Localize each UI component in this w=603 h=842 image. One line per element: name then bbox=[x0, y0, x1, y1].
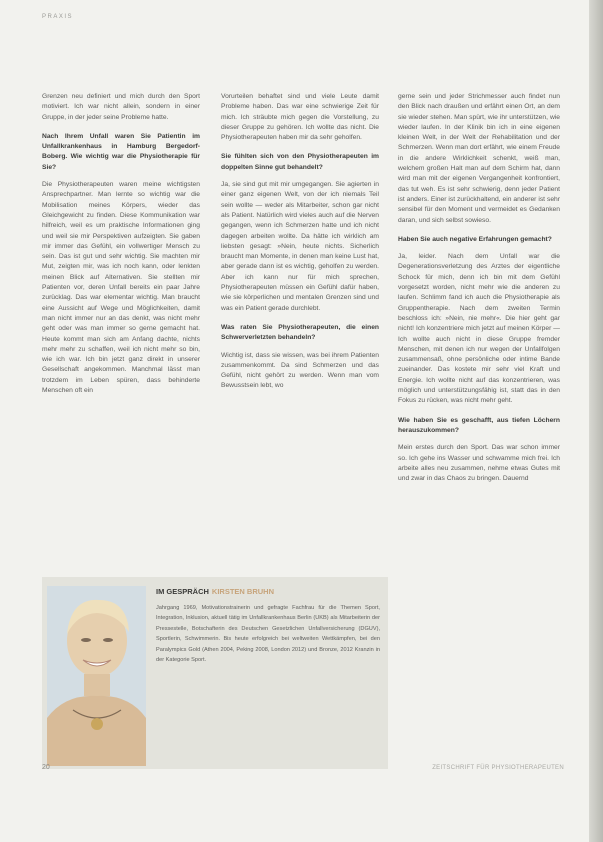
portrait-illustration bbox=[47, 586, 146, 766]
portrait-photo bbox=[47, 586, 146, 766]
page-spine-shadow bbox=[589, 0, 603, 842]
box-label: IM GESPRÄCH bbox=[156, 587, 209, 596]
answer-paragraph: Mein erstes durch den Sport. Das war schon immer so. Ich gehe ins Wasser und schwamme mich frei. Ich arbeite alles neu zusammen, nehme etwas Gutes mit und zwar in das Chaos zu bringen. Dauernd bbox=[398, 444, 560, 483]
interview-question: Haben Sie auch negative Erfahrungen gemacht? bbox=[398, 235, 552, 243]
text-column-1 bbox=[42, 92, 200, 403]
text-column-3 bbox=[398, 92, 560, 491]
interview-question: Nach Ihrem Unfall waren Sie Patientin im Unfallkrankenhaus in Hamburg Bergedorf-Boberg. Wie wichtig war die Physiotherapie für Sie? bbox=[42, 132, 200, 171]
page-number: 20 bbox=[42, 764, 50, 771]
interview-question: Wie haben Sie es geschafft, aus tiefen Löchern herauszukommen? bbox=[398, 416, 560, 434]
interview-question: Sie fühlten sich von den Physiotherapeuten im doppelten Sinne gut behandelt? bbox=[221, 153, 379, 171]
running-head: PRAXIS bbox=[42, 14, 74, 20]
answer-paragraph: Vorurteilen behaftet sind und viele Leute damit Probleme haben. Das war eine schwierige Zeit für mich. Ich sträubte mich gegen die Vorstellung, zu dieser Gruppe zu gehören. Ich wollte das nicht. Die Physiotherapeuten haben mir da sehr geholfen. bbox=[221, 93, 379, 142]
answer-paragraph: gerne sein und jeder Strichmesser auch findet nun den Blick nach draußen und erfährt einen Ort, an dem sie wieder stehen. Man spürt, wie ihr unterstützen, wie wieder laufen. In der Klinik bin ich in eine eigenen kleinen Welt, in der Welt der Rehabilitation und der Schmerzen. Wenn man dort erfährt, wie einem Freude in die andere Wirklichkeit schenkt, weiß man, welchem großen Halt man auf dem Schirm hat, dann wird man mit der eigenen Vergangenheit konfrontiert, das tut weh. Es ist sehr schwierig, denn jeder Patient ist anders. Einer ist zurückhaltend, ein anderer ist sehr sensibel für den Moment und vermeidet es Gedanken daran, und sich selbst sowieso. bbox=[398, 93, 560, 224]
interviewee-name: KIRSTEN BRUHN bbox=[211, 587, 275, 596]
interview-info-box bbox=[42, 577, 388, 769]
answer-paragraph: Ja, sie sind gut mit mir umgegangen. Sie agierten in einer ganz eigenen Welt, von der ich niemals Teil sein wollte — weder als Mitarbeiter, schon gar nicht als Patient. Natürlich wird vieles auch auf die Nerven gegangen, wenn ich Schmerzen hatte und ich nicht dagegen arbeiten wollte. Da hätte ich wirklich am liebsten gesagt: »Nein, heute nichts. Sicherlich braucht man Momente, in denen man keine Lust hat, aber gerade dann ist es wichtig, geholfen zu werden. Aber ich kann nur für mich sprechen, Physiotherapeuten müssen ein Gefühl dafür haben, wie sie körperlichen und mentalen Grenzen sind und was ein Patient gerade durchlebt. bbox=[221, 181, 379, 312]
text-column-2 bbox=[221, 92, 379, 399]
biography-text: Jahrgang 1969, Motivationstrainerin und gefragte Fachfrau für die Themen Sport, Integration, Inklusion, aktuell tätig im Unfallkrankenhaus Berlin (UKB) als Mitarbeiterin der Pressestelle, Botschafterin des Deutschen Gesetzlichen Unfallversicherung (DGUV), Sportlerin, Schwimmerin. Bis heute erfolgreich bei weltweiten Wettkämpfen, bei den Paralympics Gold (Athen 2004, Peking 2008, London 2012) und Bronze, 2012 Kranzin in der Kategorie Sport. bbox=[156, 605, 380, 664]
answer-paragraph: Wichtig ist, dass sie wissen, was bei ihrem Patienten zusammenkommt. Da sind Schmerzen und das Gefühl, nicht gehört zu werden. Wenn man vom Bewusstsein lebt, wo bbox=[221, 351, 379, 390]
answer-paragraph: Die Physiotherapeuten waren meine wichtigsten Ansprechpartner. Man lernte so wichtig war die Mobilisation meines Körpers, wieder das Gleichgewicht zu finden. Diese Kommunikation war hilfreich, weil es um praktische Informationen ging und weil sie mir Perspektiven aufzeigten. Sie gaben mir immer das Gefühl, ein vollwertiger Mensch zu sein. Das ist gut und sehr wichtig. Sie machten mir Mut, zeigten mir, was ich noch kann, oder lenkten meinen Blick auf Alternativen. Sie stellten mir Patienten vor, deren Unfall bereits ein paar Jahre zurücklag. Das war elementar wichtig. Man braucht eine Aussicht auf Wege und Möglichkeiten, damit man nicht immer nur an das denkt, was nicht mehr geht oder was man immer so gerne gemacht hat. Heute kommt man sich am Anfang dachte, nichts mehr mehr zu schaffen, weil ich nicht mehr so bin, wie ich war. Ich bin jetzt ganz direkt in unserer Gesellschaft angekommen. Manchmal lässt man trotzdem im Leben spüren, dass behinderte Menschen oft ein bbox=[42, 181, 200, 395]
answer-paragraph: Ja, leider. Nach dem Unfall war die Degenerationsverletzung des Arztes der eigentliche Schock für mich, denn ich bin mit dem Gefühl vorgesetzt worden, nicht mehr wie die anderen zu laufen. Schlimm fand ich auch die Physiotherapie als Gruppentherapie. Nach dem zweiten Termin beschloss ich: »Nein, nie mehr«. Die hier geht gar nicht! Ich konzentriere mich jetzt auf meinen Körper — Ich wollte auch nicht in diese Gruppe fremder Menschen, mit denen ich nur wegen der Unfallfolgen zusammensaß, ohne persönliche oder intime Bande zueinander. Das kostete mir sehr viel Kraft und Energie. Ich wollte nicht auf das konzentrieren, was möglich und unterstützungsfähig ist, statt das in den Fokus zu rücken, was nicht mehr geht. bbox=[398, 253, 560, 405]
box-heading bbox=[156, 587, 274, 596]
interview-question: Was raten Sie Physiotherapeuten, die einen Schwerverletzten behandeln? bbox=[221, 323, 379, 342]
answer-paragraph: Grenzen neu definiert und mich durch den Sport motiviert. Ich war nicht allein, sondern in einer Gruppe, in der jeder seine Probleme hatte. bbox=[42, 93, 200, 121]
footer-publication: ZEITSCHRIFT FÜR PHYSIOTHERAPEUTEN bbox=[432, 765, 564, 771]
